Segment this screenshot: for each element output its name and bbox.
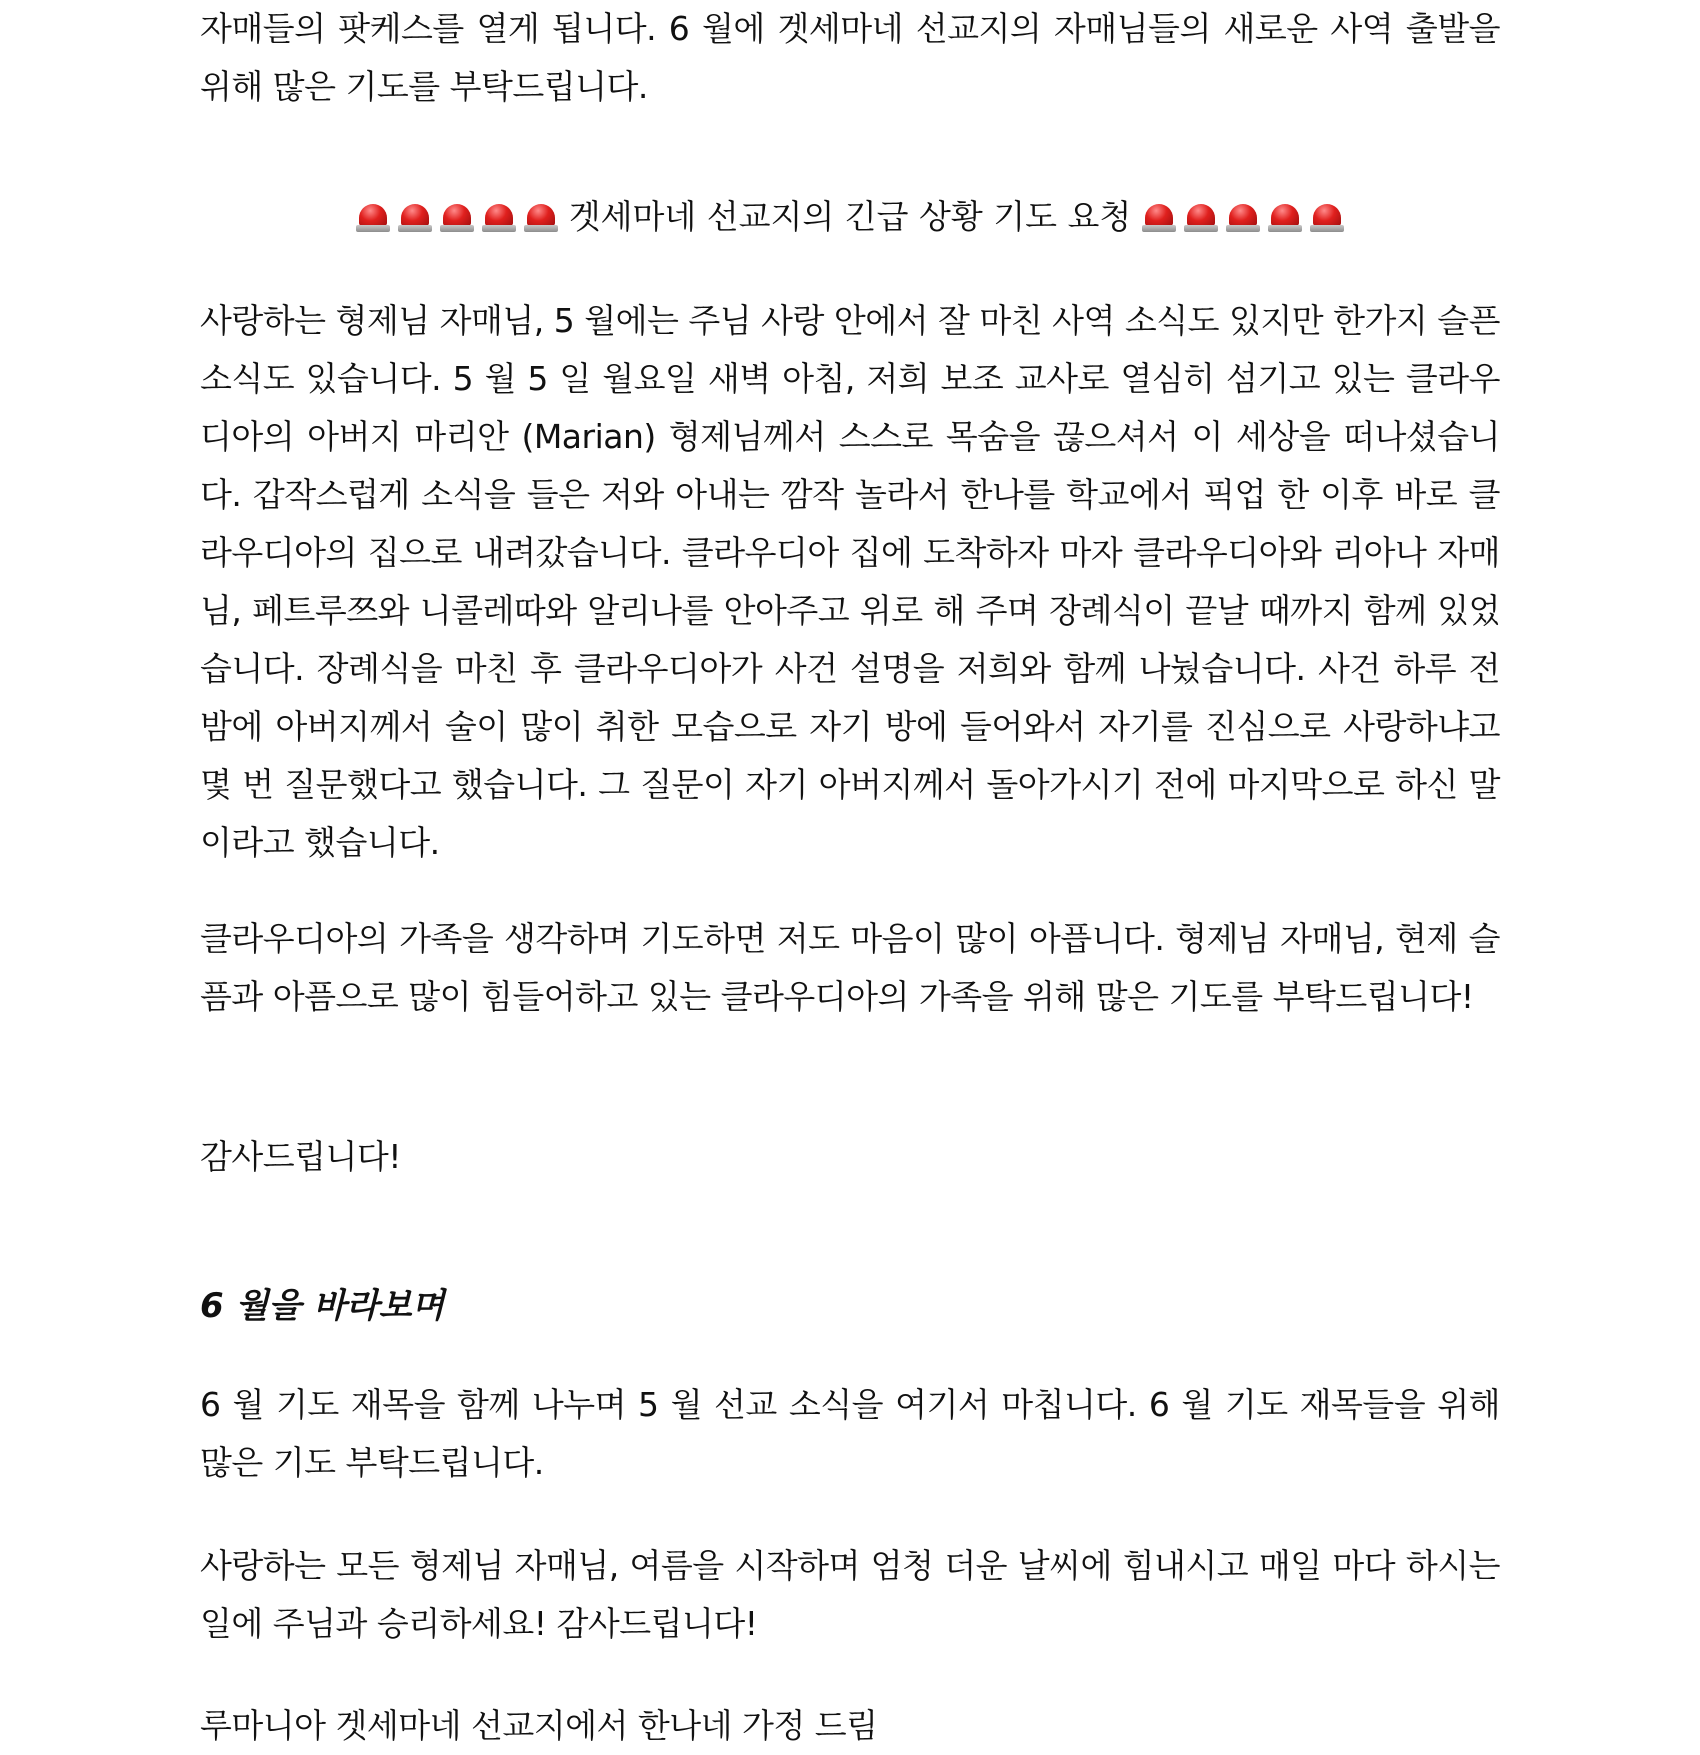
- police-car-light-icon: [1183, 202, 1219, 232]
- urgent-story-paragraph: 사랑하는 형제님 자매님, 5 월에는 주님 사랑 안에서 잘 마친 사역 소식도 있지만 한가지 슬픈 소식도 있습니다. 5 월 5 일 월요일 새벽 아침, 저희 보조 교사로 열심히 섬기고 있는 클라우디아의 아버지 마리안 (Marian) 형제님께서 스스로 목숨을 끊으셔서 이 세상을 떠나셨습니다. 갑작스럽게 소식을 들은 저와 아내는 깜작 놀라서 한나를 학교에서 픽업 한 이후 바로 클라우디아의 집으로 내려갔습니다. 클라우디아 집에 도착하자 마자 클라우디아와 리아나 자매님, 페트루쯔와 니콜레따와 알리나를 안아주고 위로 해 주며 장례식이 끝날 때까지 함께 있었습니다. 장례식을 마친 후 클라우디아가 사건 설명을 저희와 함께 나눴습니다. 사건 하루 전 밤에 아버지께서 술이 많이 취한 모습으로 자기 방에 들어와서 자기를 진심으로 사랑하냐고 몇 번 질문했다고 했습니다. 그 질문이 자기 아버지께서 돌아가시기 전에 마지막으로 하신 말이라고 했습니다.: [200, 301, 1500, 862]
- police-car-light-icon: [1225, 202, 1261, 232]
- police-car-light-icon: [523, 202, 559, 232]
- signature-line: 루마니아 겟세마네 선교지에서 한나네 가정 드림: [200, 1706, 878, 1745]
- intro-paragraph: 자매들의 팟케스를 열게 됩니다. 6 월에 겟세마네 선교지의 자매님들의 새로운 사역 출발을 위해 많은 기도를 부탁드립니다.: [200, 9, 1500, 106]
- police-car-light-icon: [481, 202, 517, 232]
- urgent-title-text: 겟세마네 선교지의 긴급 상황 기도 요청: [568, 197, 1132, 236]
- june-intro-paragraph: 6 월 기도 재목을 함께 나누며 5 월 선교 소식을 여기서 마칩니다. 6 월 기도 재목들을 위해 많은 기도 부탁드립니다.: [200, 1385, 1500, 1482]
- thanks-paragraph: 감사드립니다!: [200, 1137, 401, 1176]
- urgent-prayer-title: [200, 188, 1500, 246]
- left-siren-group: [355, 202, 559, 232]
- police-car-light-icon: [1267, 202, 1303, 232]
- prayer-request-paragraph: 클라우디아의 가족을 생각하며 기도하면 저도 마음이 많이 아픕니다. 형제님 자매님, 현제 슬픔과 아픔으로 많이 힘들어하고 있는 클라우디아의 가족을 위해 많은 기도를 부탁드립니다!: [200, 919, 1500, 1016]
- june-section-heading: 6 월을 바라보며: [200, 1286, 445, 1326]
- police-car-light-icon: [355, 202, 391, 232]
- police-car-light-icon: [397, 202, 433, 232]
- police-car-light-icon: [439, 202, 475, 232]
- police-car-light-icon: [1309, 202, 1345, 232]
- closing-paragraph: 사랑하는 모든 형제님 자매님, 여름을 시작하며 엄청 더운 날씨에 힘내시고 매일 마다 하시는 일에 주님과 승리하세요! 감사드립니다!: [200, 1546, 1500, 1643]
- right-siren-group: [1141, 202, 1345, 232]
- police-car-light-icon: [1141, 202, 1177, 232]
